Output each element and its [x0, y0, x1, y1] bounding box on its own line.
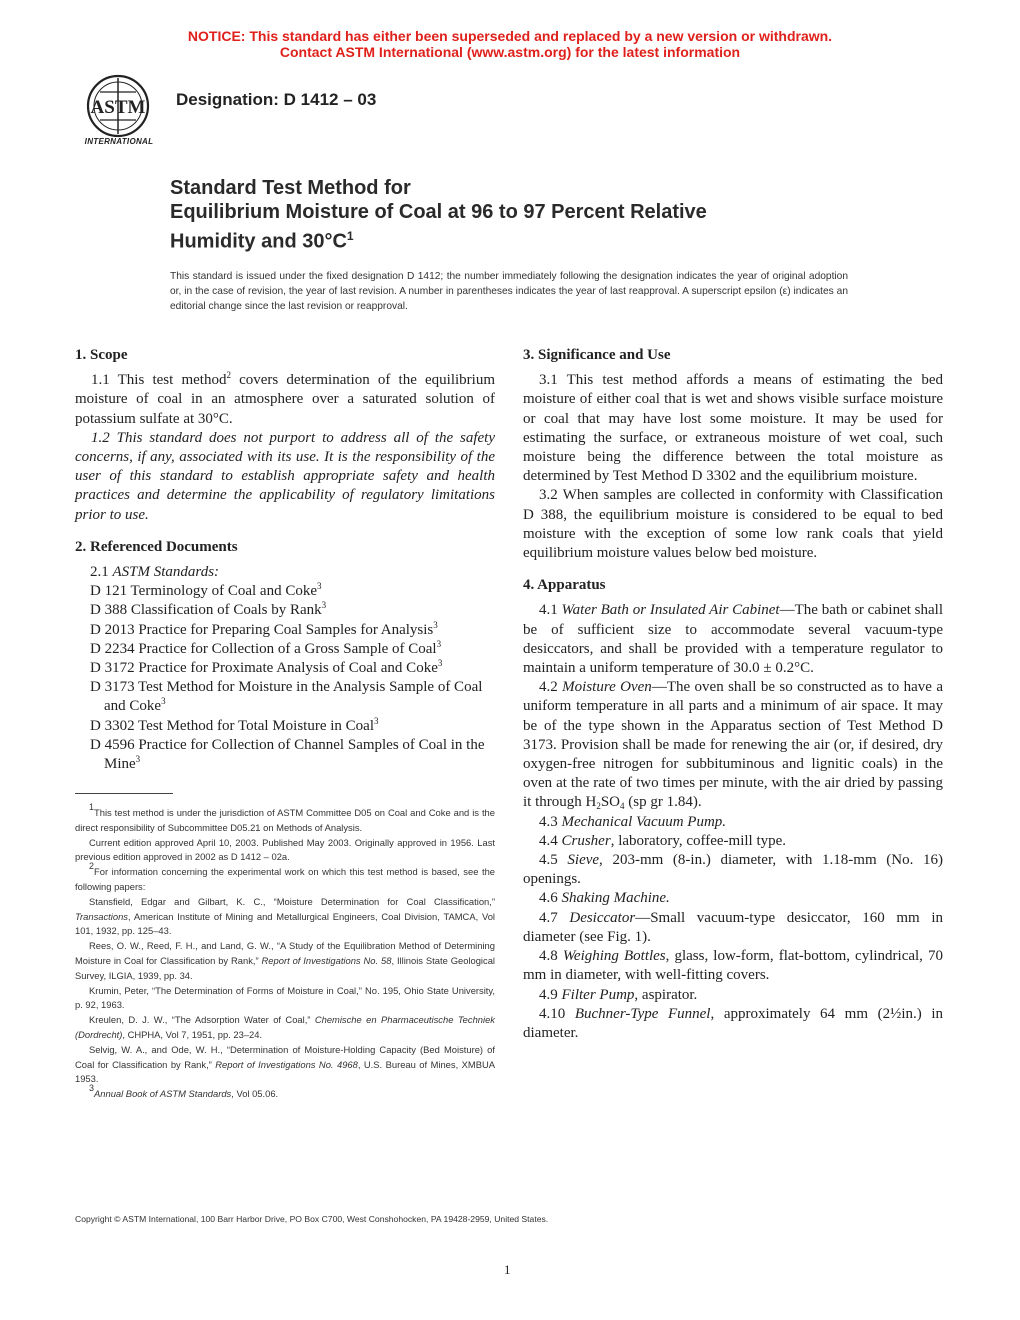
preamble: This standard is issued under the fixed designation D 1412; the number immediately following the designation indicates the year of original adoption or, in the case of revision, the year of last revision. A number in parentheses indicates the year of last reapproval. A superscript epsilon (ε) indicates an editorial change since the last revision or reapproval. — [170, 271, 848, 313]
paper-4-b: , CHPHA, Vol 7, 1951, pp. 23–24. — [122, 1028, 263, 1040]
s4-1-num: 4.1 — [539, 602, 562, 619]
reference-text: D 388 Classification of Coals by Rank — [90, 602, 322, 619]
s4-5-text: , 203-mm (8-in.) diameter, with 1.18-mm (No. 16) openings. — [523, 852, 943, 888]
s4-5-term: Sieve — [567, 852, 600, 869]
paper-5-journal: Report of Investigations No. 4968 — [215, 1058, 358, 1070]
section-4-4 — [523, 832, 943, 851]
s4-9-text: , aspirator. — [634, 986, 698, 1003]
superseded-notice — [0, 28, 1020, 60]
scope-heading: 1. Scope — [75, 347, 128, 363]
reference-item — [75, 582, 495, 601]
notice-line-1: NOTICE: This standard has either been superseded and replaced by a new version or withdrawn. — [187, 28, 833, 44]
paper-5-a: Selvig, W. A., and Ode, W. H., “Determination of Moisture-Holding Capacity (Bed Moisture) of Coal for Classification by Rank,” — [75, 1043, 495, 1070]
s4-2-text: —The oven shall be so constructed as to have a uniform temperature in all parts and a minimum of air space. It may be of the type shown in the Apparatus section of Test Method D 3173. Provision shall be made for renewing the air (or, if desired, dry oxygen-free nitrogen for subbituminous and lignitic coals) in the oven at the rate of two times per minute, with the air dried by passing it through H — [523, 679, 943, 811]
reference-item — [75, 640, 495, 659]
title-line-2: Equilibrium Moisture of Coal at 96 to 97 Percent Relative — [170, 201, 707, 223]
scope-1-1-text: 1.1 This test method — [91, 372, 227, 389]
footnote-paper-4 — [75, 1013, 495, 1043]
refdocs-lead-text: ASTM Standards: — [112, 564, 220, 581]
reference-text: D 121 Terminology of Coal and Coke — [90, 583, 317, 600]
footnote-1-edition: Current edition approved April 10, 2003. Published May 2003. Originally approved in 1956. Last previous edition approved in 2002 as D 1412 – 02a. — [75, 836, 495, 863]
s4-7-num: 4.7 — [539, 909, 570, 926]
reference-text: D 3172 Practice for Proximate Analysis of Coal and Coke — [90, 660, 438, 677]
refdocs-lead-num: 2.1 — [90, 564, 113, 581]
paper-2-b: , Illinois State Geological Survey, ILGIA, 1939, pp. 34. — [75, 954, 495, 981]
footnote-paper-2 — [75, 939, 495, 983]
s4-8-term: Weighing Bottles — [562, 948, 666, 965]
footnote-paper-1 — [75, 895, 495, 939]
section-4-3 — [523, 813, 943, 832]
section-4-1 — [523, 601, 943, 678]
title-line-3-text: Humidity and 30°C — [170, 230, 347, 253]
s4-2-mid: SO — [600, 794, 621, 811]
title-line-1: Standard Test Method for — [170, 177, 411, 199]
reference-text: D 4596 Practice for Collection of Channel Samples of Coal in the Mine — [90, 736, 485, 773]
footnote-divider — [75, 793, 173, 794]
scope-1-2: 1.2 This standard does not purport to address all of the safety concerns, if any, associated with its use. It is the responsibility of the user of this standard to establish appropriate safety and health practices and determine the applicability of regulatory limitations prior to use. — [75, 429, 495, 523]
s4-3-num: 4.3 — [539, 813, 562, 830]
designation: Designation: D 1412 – 03 — [176, 90, 377, 109]
footnote-2-text: For information concerning the experimental work on which this test method is based, see the following papers: — [75, 866, 495, 892]
paper-4-journal: Chemische en Pharmaceutische Techniek (Dordrecht) — [75, 1014, 495, 1040]
footnote-2 — [75, 861, 495, 895]
paper-2-a: Rees, O. W., Reed, F. H., and Land, G. W., “A Study of the Equilibration Method of Determining Moisture in Coal for Classification by Rank,” — [75, 940, 495, 966]
reference-footnote-ref: 3 — [436, 638, 442, 649]
section-4-8 — [523, 947, 943, 985]
section-4-10 — [523, 1005, 943, 1043]
logo-letters: ASTM — [90, 97, 146, 118]
reference-footnote-ref: 3 — [316, 581, 322, 592]
reference-item — [75, 736, 495, 774]
copyright: Copyright © ASTM International, 100 Barr Harbor Drive, PO Box C700, West Conshohocken, PA 19428-2959, United States. — [75, 1214, 549, 1224]
reference-footnote-ref: 3 — [437, 658, 443, 669]
s4-2-end: (sp gr 1.84). — [624, 794, 702, 811]
section-4-6 — [523, 889, 943, 908]
document-title — [170, 176, 870, 254]
paper-1-b: , American Institute of Mining and Metallurgical Engineers, Coal Division, TAMCA, Vol 101, 1932, pp. 125–43. — [75, 910, 495, 937]
left-column — [75, 346, 495, 774]
reference-footnote-ref: 3 — [321, 600, 327, 611]
paper-1-a: Stansfield, Edgar and Gilbart, K. C., “Moisture Determination for Coal Classification,” — [89, 895, 495, 907]
logo-international: INTERNATIONAL — [84, 137, 154, 146]
section-4-2 — [523, 678, 943, 812]
refdocs-heading: 2. Referenced Documents — [75, 538, 238, 555]
s4-9-term: Filter Pump — [561, 986, 635, 1003]
section-3-2: 3.2 When samples are collected in conformity with Classification D 388, the equilibrium moisture is considered to be equal to bed moisture with the exception of some low rank coals that yield equilibrium moisture values below bed moisture. — [523, 487, 943, 562]
s4-6-term: Shaking Machine. — [561, 890, 670, 907]
s4-4-num: 4.4 — [539, 832, 562, 849]
s4-4-term: Crusher — [561, 832, 611, 849]
footnote-ref-2: 2 — [226, 370, 231, 381]
footnote-3-book: Annual Book of ASTM Standards — [94, 1088, 232, 1100]
paper-2-journal: Report of Investigations No. 58 — [261, 954, 392, 966]
section-4-7 — [523, 909, 943, 947]
footnote-3-mark: 3 — [89, 1083, 95, 1094]
refdocs-lead — [75, 563, 495, 582]
section-3-1: 3.1 This test method affords a means of estimating the bed moisture of either coal that is wet and shows visible surface moisture or coal that may have lost some moisture. It may be used for estimating the surface, or extraneous moisture of wet coal, such moisture being the difference between the total moisture as determined by Test Method D 3302 and the equilibrium moisture. — [523, 372, 943, 485]
reference-list — [75, 582, 495, 774]
title-footnote-ref: 1 — [346, 229, 354, 243]
s4-7-term: Desiccator — [569, 909, 636, 926]
s4-2-sub-2: 4 — [620, 801, 625, 812]
reference-footnote-ref: 3 — [135, 754, 141, 765]
footnote-paper-3: Krumin, Peter, “The Determination of Forms of Moisture in Coal,” No. 195, Ohio State University, p. 92, 1963. — [75, 984, 495, 1011]
s4-4-text: , laboratory, coffee-mill type. — [610, 832, 787, 849]
s4-6-num: 4.6 — [539, 890, 562, 907]
s4-5-num: 4.5 — [539, 852, 568, 869]
reference-text: D 3302 Test Method for Total Moisture in Coal — [90, 717, 374, 734]
reference-item — [75, 717, 495, 736]
s4-7-text: —Small vacuum-type desiccator, 160 mm in diameter (see Fig. 1). — [523, 909, 943, 945]
s4-2-sub-1: 2 — [596, 801, 601, 812]
reference-item — [75, 601, 495, 620]
page-number: 1 — [504, 1262, 511, 1277]
s4-2-num: 4.2 — [539, 679, 563, 696]
s4-10-num: 4.10 — [539, 1005, 575, 1022]
reference-text: D 2234 Practice for Collection of a Gross Sample of Coal — [90, 640, 437, 657]
s4-2-term: Moisture Oven — [562, 679, 652, 696]
footnote-1-mark: 1 — [89, 802, 95, 812]
reference-footnote-ref: 3 — [433, 619, 438, 630]
reference-text: D 2013 Practice for Preparing Coal Samples for Analysis — [90, 621, 434, 638]
reference-text: D 3173 Test Method for Moisture in the Analysis Sample of Coal and Coke — [90, 679, 483, 715]
scope-1-1-rest: covers determination of the equilibrium moisture of coal in an atmosphere over a saturated solution of potassium sulfate at 30°C. — [75, 372, 495, 427]
apparatus-heading: 4. Apparatus — [523, 577, 606, 594]
reference-footnote-ref: 3 — [374, 715, 379, 726]
s4-9-num: 4.9 — [539, 986, 562, 1003]
reference-item — [75, 621, 495, 640]
s4-1-term: Water Bath or Insulated Air Cabinet — [561, 602, 780, 619]
section-4-5 — [523, 851, 943, 889]
s4-10-text: , approximately 64 mm (2½in.) in diameter. — [523, 1005, 943, 1041]
paper-4-a: Kreulen, D. J. W., “The Adsorption Water of Coal,” — [89, 1014, 315, 1026]
reference-item — [75, 659, 495, 678]
footnote-3-vol: , Vol 05.06. — [231, 1088, 279, 1100]
footnote-paper-5 — [75, 1043, 495, 1087]
title-line-3 — [170, 224, 870, 254]
paper-5-b: , U.S. Bureau of Mines, XMBUA 1953. — [75, 1058, 495, 1085]
reference-footnote-ref: 3 — [161, 696, 166, 707]
s4-1-text: —The bath or cabinet shall be of sufficient size to accommodate several vacuum-type desiccators, and shall be provided with a temperature regulator to maintain a uniform temperature of 30.0 ± 0.2°C. — [523, 602, 944, 677]
footnotes — [75, 802, 495, 1102]
significance-heading: 3. Significance and Use — [523, 347, 671, 363]
s4-8-text: , glass, low-form, flat-bottom, cylindrical, 70 mm in diameter, with well-fitting covers. — [523, 948, 943, 984]
notice-line-2: Contact ASTM International (www.astm.org) for the latest information — [279, 44, 741, 60]
s4-8-num: 4.8 — [539, 948, 563, 965]
reference-item — [75, 678, 495, 716]
footnote-1-text: This test method is under the jurisdiction of ASTM Committee D05 on Coal and Coke and is the direct responsibility of Subcommittee D05.21 on Methods of Analysis. — [75, 807, 495, 833]
paper-1-journal: Transactions — [75, 910, 128, 922]
footnote-3 — [75, 1083, 495, 1102]
footnote-1 — [75, 802, 495, 836]
s4-10-term: Buchner-Type Funnel — [574, 1005, 711, 1022]
s4-3-term: Mechanical Vacuum Pump. — [561, 813, 727, 830]
footnote-2-mark: 2 — [89, 861, 95, 872]
section-4-9 — [523, 986, 943, 1005]
scope-1-1 — [75, 371, 495, 429]
right-column — [523, 346, 943, 1043]
